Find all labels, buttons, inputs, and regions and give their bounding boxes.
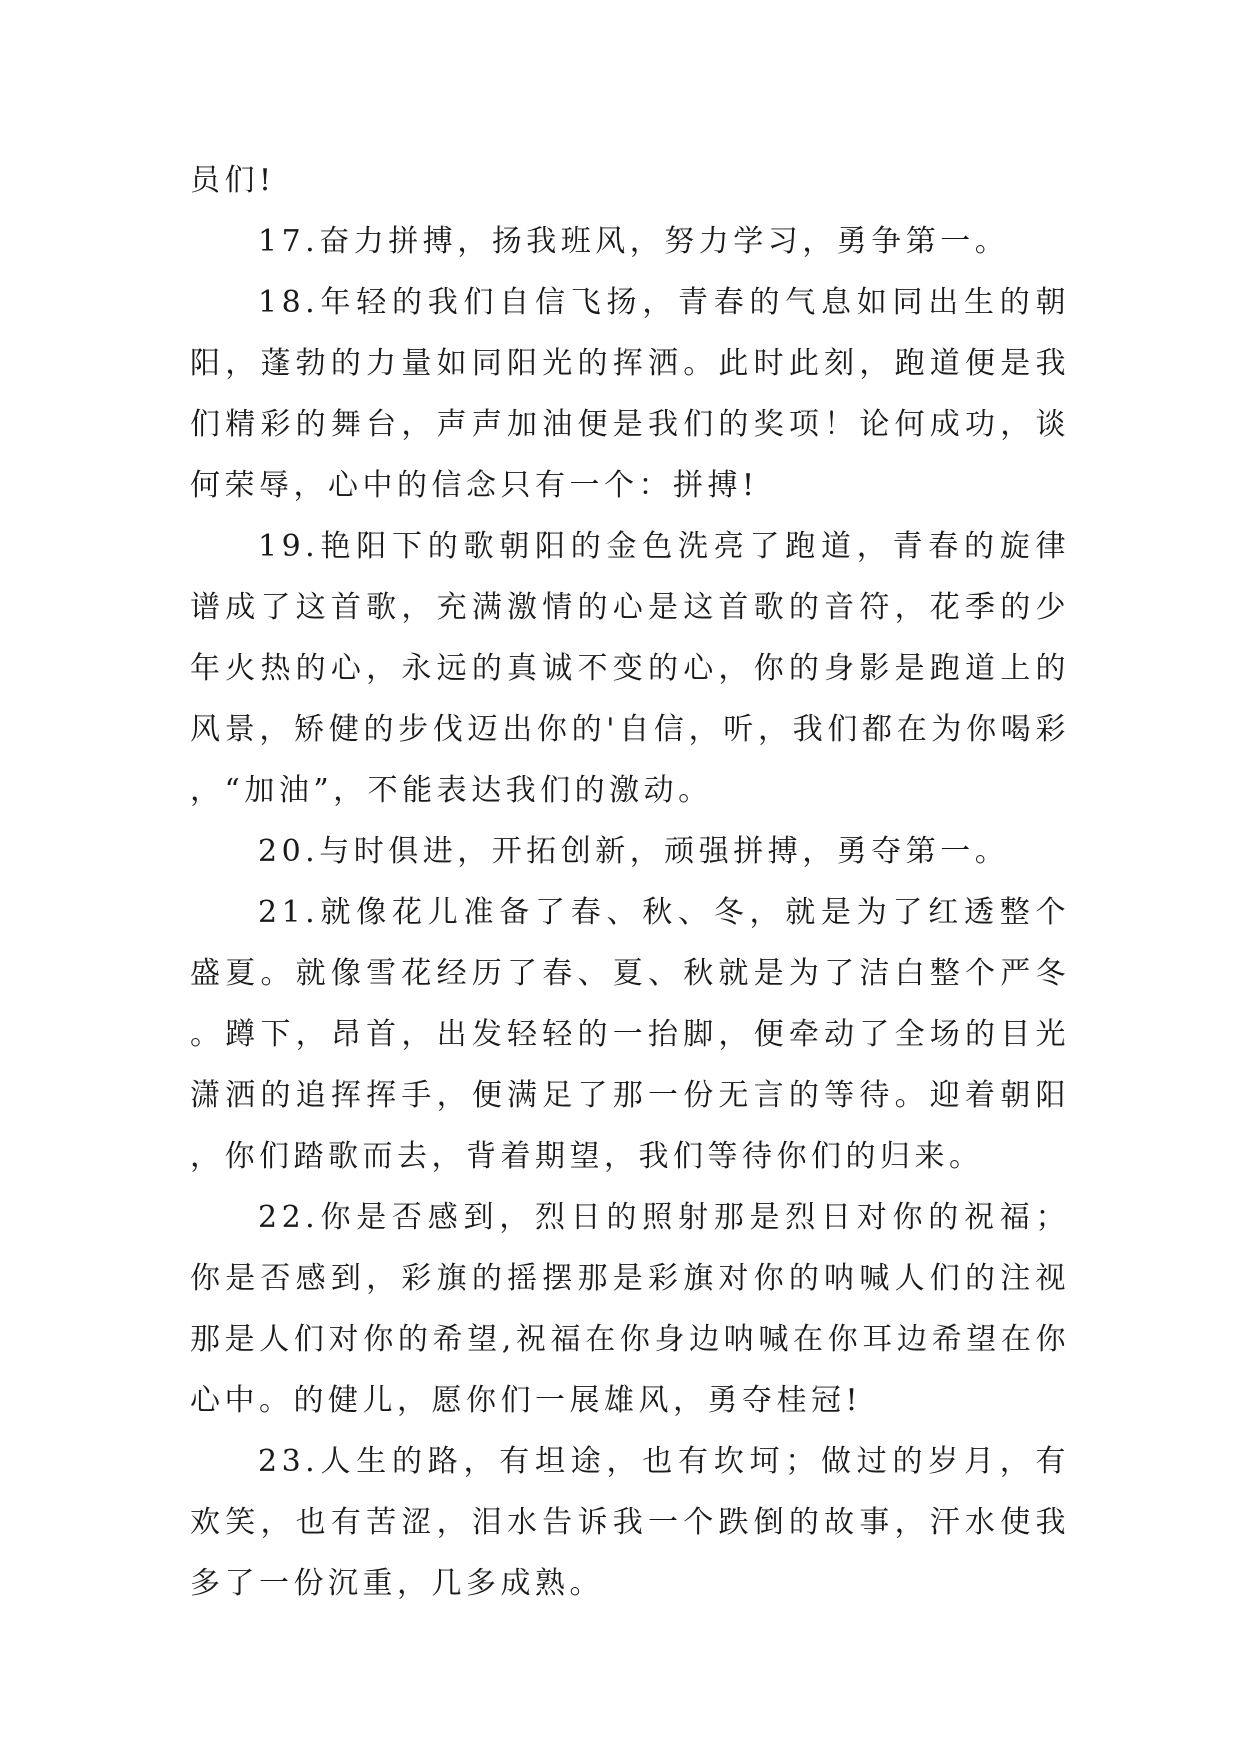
- paragraph-18: 18.年轻的我们自信飞扬，青春的气息如同出生的朝阳，蓬勃的力量如同阳光的挥洒。此时此刻，跑道便是我们精彩的舞台，声声加油便是我们的奖项！论何成功，谈何荣辱，心中的信念只有一个：拼搏!: [190, 285, 1070, 503]
- paragraph-22: 22.你是否感到，烈日的照射那是烈日对你的祝福；你是否感到，彩旗的摇摆那是彩旗对你的呐喊人们的注视那是人们对你的希望,祝福在你身边呐喊在你耳边希望在你心中。的健儿，愿你们一展雄风，勇夺桂冠!: [190, 1200, 1070, 1418]
- paragraph-19: 19.艳阳下的歌朝阳的金色洗亮了跑道，青春的旋律谱成了这首歌，充满激情的心是这首歌的音符，花季的少年火热的心，永远的真诚不变的心，你的身影是跑道上的风景，矫健的步伐迈出你的'自信，听，我们都在为你喝彩，“加油”，不能表达我们的激动。: [190, 529, 1070, 808]
- paragraph-continuation: 员们!: [190, 163, 276, 198]
- paragraph-23: 23.人生的路，有坦途，也有坎坷；做过的岁月，有欢笑，也有苦涩，泪水告诉我一个跌倒的故事，汗水使我多了一份沉重，几多成熟。: [190, 1444, 1070, 1601]
- paragraph-17: 17.奋力拼搏，扬我班风，努力学习，勇争第一。: [258, 224, 1010, 259]
- paragraph-20: 20.与时俱进，开拓创新，顽强拼搏，勇夺第一。: [258, 834, 1010, 869]
- paragraph-21: 21.就像花儿准备了春、秋、冬，就是为了红透整个盛夏。就像雪花经历了春、夏、秋就是为了洁白整个严冬。蹲下，昂首，出发轻轻的一抬脚，便牵动了全场的目光潇洒的追挥挥手，便满足了那一份无言的等待。迎着朝阳，你们踏歌而去，背着期望，我们等待你们的归来。: [190, 895, 1070, 1174]
- document-body: [190, 150, 1070, 1614]
